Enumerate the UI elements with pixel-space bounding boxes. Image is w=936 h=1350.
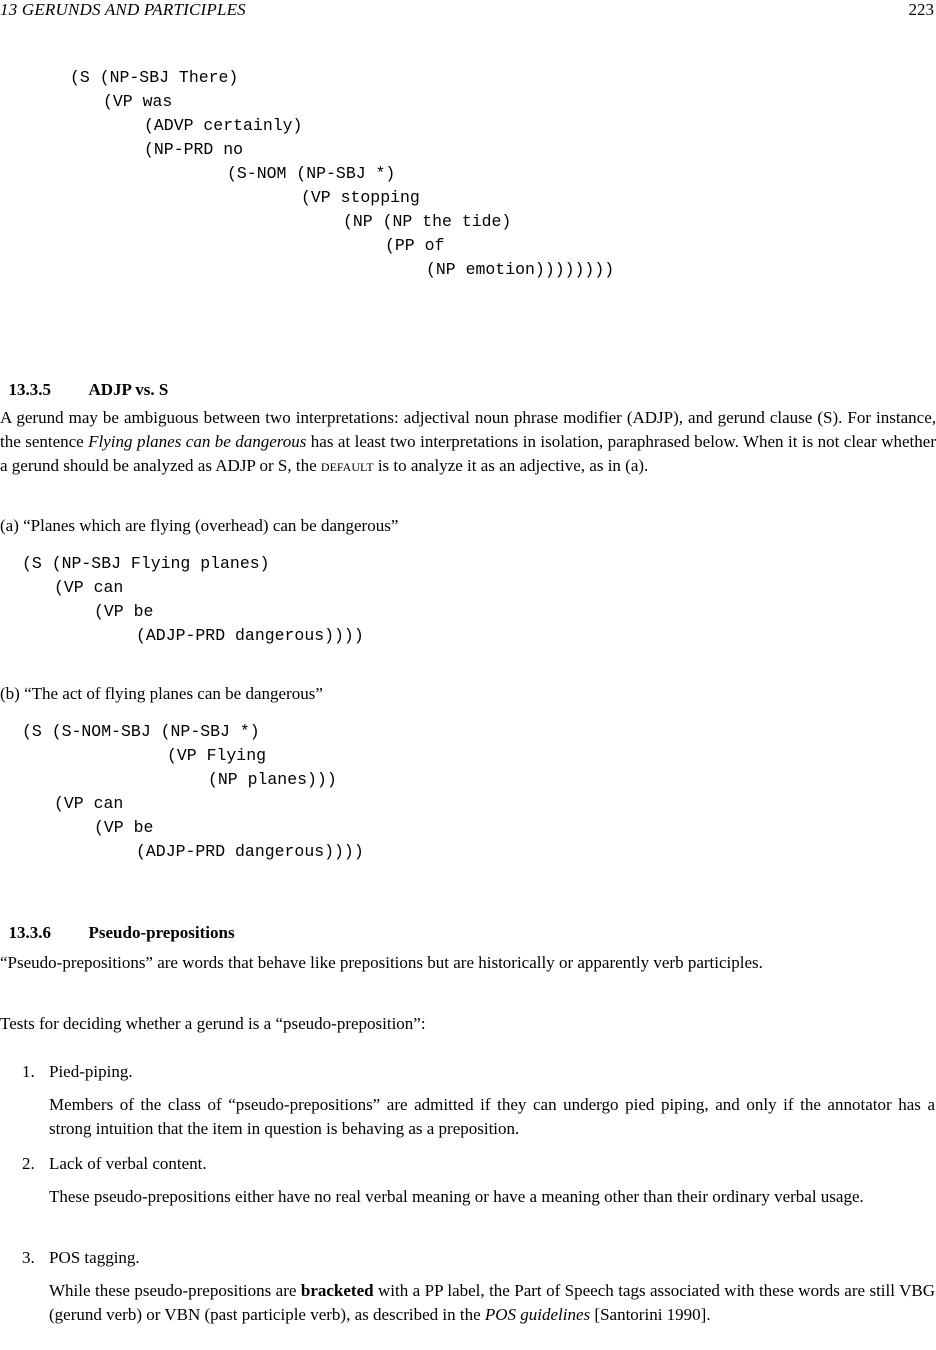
item-body-text: While these pseudo-prepositions are bbox=[49, 1281, 301, 1300]
section-heading-13-3-5 bbox=[0, 360, 168, 400]
item-number: 3. bbox=[22, 1248, 35, 1267]
tree-line: (NP-PRD no bbox=[144, 140, 244, 159]
tree-line: (VP be bbox=[94, 602, 154, 621]
paragraph-pseudo-intro: “Pseudo-prepositions” are words that behave like prepositions but are historically or apparently verb participles. bbox=[0, 953, 763, 972]
tree-line: (VP can bbox=[54, 578, 124, 597]
item-body bbox=[49, 1279, 935, 1327]
bracketed-term: bracketed bbox=[300, 1281, 374, 1300]
tree-line: (PP of bbox=[385, 236, 445, 255]
tree-line: (NP (NP the tide) bbox=[343, 212, 512, 231]
item-title: Lack of verbal content. bbox=[49, 1154, 207, 1173]
tree-line: (ADVP certainly) bbox=[144, 116, 303, 135]
paragraph-adjp-vs-s bbox=[0, 406, 936, 478]
tree-line: (VP was bbox=[103, 92, 173, 111]
tests-intro: Tests for deciding whether a gerund is a “pseudo-preposition”: bbox=[0, 1014, 426, 1033]
chapter-title: 13 GERUNDS AND PARTICIPLES bbox=[0, 0, 246, 19]
tree-line: (VP be bbox=[94, 818, 154, 837]
example-a-label: (a) “Planes which are flying (overhead) can be dangerous” bbox=[0, 516, 399, 535]
tree-line: (VP stopping bbox=[301, 188, 420, 207]
default-term: default bbox=[320, 456, 374, 475]
tree-line: (NP planes))) bbox=[208, 770, 337, 789]
item-body-text: [Santorini 1990]. bbox=[590, 1305, 711, 1324]
tree-line: (S (NP-SBJ Flying planes) bbox=[22, 554, 270, 573]
tree-line: (VP can bbox=[54, 794, 124, 813]
section-number: 13.3.5 bbox=[8, 380, 51, 399]
paragraph-text: is to analyze it as an adjective, as in (a). bbox=[373, 456, 649, 475]
section-title: Pseudo-prepositions bbox=[88, 923, 235, 942]
tree-line: (ADJP-PRD dangerous)))) bbox=[136, 626, 364, 645]
item-body: Members of the class of “pseudo-prepositions” are admitted if they can undergo pied piping, and only if the annotator has a strong intuition that the item in question is behaving as a preposition. bbox=[49, 1095, 935, 1138]
paragraph-text: A gerund may be ambiguous between two interpretations: adjectival noun phrase modifier (ADJP), and gerund clause (S). For instance, the sentence bbox=[0, 408, 936, 451]
item-title: Pied-piping. bbox=[49, 1062, 133, 1081]
tree-line: (S (S-NOM-SBJ (NP-SBJ *) bbox=[22, 722, 260, 741]
paragraph-text: has at least two interpretations in isolation, paraphrased below. When it is not clear whether a gerund should be analyzed as ADJP or S, the bbox=[0, 432, 936, 475]
section-title: ADJP vs. S bbox=[88, 380, 169, 399]
item-body: These pseudo-prepositions either have no real verbal meaning or have a meaning other than their ordinary verbal usage. bbox=[49, 1187, 864, 1206]
section-heading-13-3-6 bbox=[0, 903, 235, 943]
tree-line: (S-NOM (NP-SBJ *) bbox=[227, 164, 396, 183]
item-number: 1. bbox=[22, 1062, 35, 1081]
tree-line: (S (NP-SBJ There) bbox=[70, 68, 239, 87]
item-body-text: with a PP label, the Part of Speech tags associated with these words are still VBG (gerund verb) or VBN (past participle verb), as described in the bbox=[49, 1281, 935, 1324]
page-number: 223 bbox=[908, 0, 934, 19]
item-title: POS tagging. bbox=[49, 1248, 140, 1267]
running-header bbox=[0, 0, 936, 22]
example-sentence: Flying planes can be dangerous bbox=[88, 432, 307, 451]
item-number: 2. bbox=[22, 1154, 35, 1173]
tree-line: (ADJP-PRD dangerous)))) bbox=[136, 842, 364, 861]
pos-guidelines-ref: POS guidelines bbox=[484, 1305, 591, 1324]
tree-line: (VP Flying bbox=[167, 746, 267, 765]
section-number: 13.3.6 bbox=[8, 923, 51, 942]
example-b-label: (b) “The act of flying planes can be dangerous” bbox=[0, 684, 323, 703]
tree-line: (NP emotion)))))))) bbox=[426, 260, 615, 279]
